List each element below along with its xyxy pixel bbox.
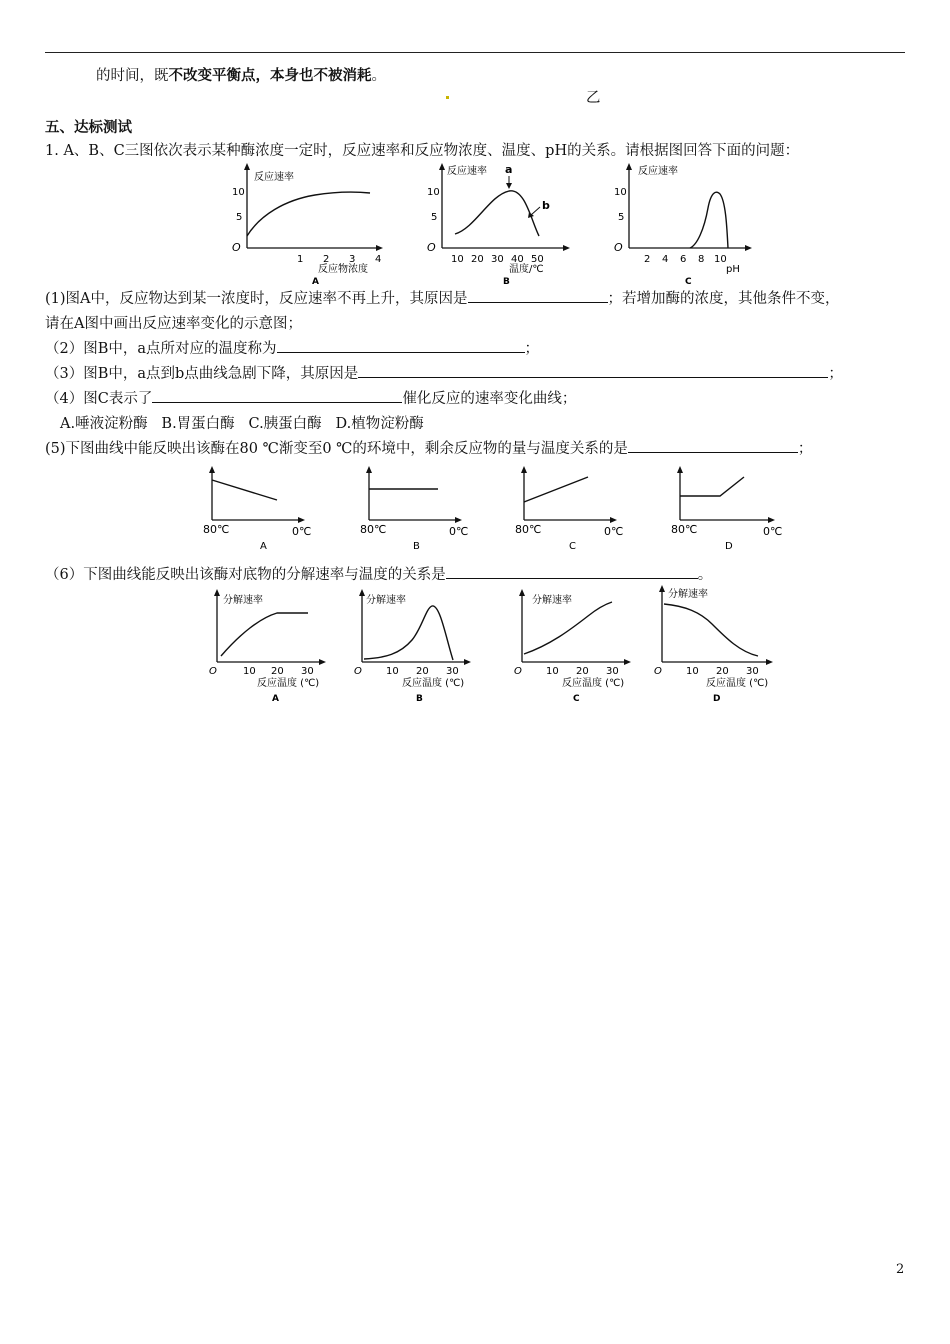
caption: A <box>272 694 279 704</box>
x-arrow <box>563 245 570 251</box>
point-b-label: b <box>542 199 550 212</box>
xtick-20: 20 <box>576 666 589 677</box>
x-label: 反应温度 (℃) <box>257 678 320 689</box>
x-arrow <box>610 517 617 523</box>
x-arrow <box>766 659 773 665</box>
line <box>680 477 744 496</box>
caption: C <box>573 694 580 704</box>
curve <box>690 192 728 248</box>
x-label: 反应物浓度 <box>318 264 368 275</box>
y-arrow <box>366 466 372 473</box>
yi-label: 乙 <box>586 90 601 106</box>
x-arrow <box>768 517 775 523</box>
curve <box>524 602 612 654</box>
xtick-4: 4 <box>662 254 669 265</box>
x-end: 0℃ <box>763 525 783 538</box>
xtick-4: 4 <box>375 254 382 265</box>
curve <box>455 191 539 236</box>
xtick-2: 2 <box>644 254 651 265</box>
sub-question-1: (1)图A中，反应物达到某一浓度时，反应速率不再上升，其原因是 ；若增加酶的浓度，其他条件不变， <box>45 287 840 308</box>
xtick-10: 10 <box>451 254 464 265</box>
point-a-label: a <box>505 163 513 176</box>
sub-question-6: （6）下图曲线能反映出该酶对底物的分解速率与温度的关系是 。 <box>45 563 712 584</box>
sub-question-4: （4）图C表示了 催化反应的速率变化曲线； <box>45 387 576 408</box>
figure-B <box>425 160 585 285</box>
origin: O <box>354 666 362 677</box>
x-arrow <box>298 517 305 523</box>
xtick-30: 30 <box>446 666 459 677</box>
x-arrow <box>455 517 462 523</box>
xtick-6: 6 <box>680 254 687 265</box>
intro-line: 的时间，既不改变平衡点，本身也不被消耗。 <box>96 67 386 84</box>
y-label: 反应速率 <box>638 166 678 177</box>
header-rule <box>45 52 905 53</box>
ytick-10: 10 <box>614 187 627 198</box>
x-label: 反应温度 (℃) <box>562 678 625 689</box>
q5-graph-A <box>200 465 310 553</box>
sub-question-3: （3）图B中，a点到b点曲线急剧下降，其原因是 ； <box>45 362 843 383</box>
ytick-5: 5 <box>236 212 243 223</box>
caption: D <box>713 694 721 704</box>
xtick-3: 3 <box>349 254 356 265</box>
caption: C <box>685 277 692 287</box>
answer-blank-1a[interactable] <box>468 288 608 303</box>
line <box>524 477 588 502</box>
x-end: 0℃ <box>292 525 312 538</box>
xtick-10: 10 <box>546 666 559 677</box>
curve <box>221 613 308 656</box>
q6-graph-B <box>350 588 485 706</box>
q5-graph-C <box>512 465 622 553</box>
xtick-10: 10 <box>686 666 699 677</box>
xtick-50: 50 <box>531 254 544 265</box>
origin: O <box>209 666 217 677</box>
y-label: 反应速率 <box>254 172 294 183</box>
sub-question-5: (5)下图曲线中能反映出该酶在80 ℃渐变至0 ℃的环境中，剩余反应物的量与温度关系的是 ； <box>45 437 812 458</box>
caption: B <box>416 694 423 704</box>
page-number: 2 <box>896 1262 905 1277</box>
y-arrow <box>439 163 445 170</box>
x-start: 80℃ <box>203 523 230 536</box>
caption: B <box>413 541 420 552</box>
answer-blank-6[interactable] <box>446 564 698 579</box>
curve <box>247 192 370 236</box>
question-1: 1. A、B、C三图依次表示某种酶浓度一定时，反应速率和反应物浓度、温度、pH的关系。请根据图回答下面的问题： <box>45 143 800 159</box>
caption: B <box>503 277 510 287</box>
figure-A <box>230 160 390 285</box>
point-b-arrow <box>531 207 540 215</box>
curve <box>664 604 758 656</box>
sub-question-2: （2）图B中，a点所对应的温度称为 ； <box>45 337 539 358</box>
x-end: 0℃ <box>604 525 624 538</box>
origin: O <box>427 241 436 254</box>
x-start: 80℃ <box>360 523 387 536</box>
xtick-10: 10 <box>714 254 727 265</box>
origin: O <box>614 241 623 254</box>
xtick-30: 30 <box>491 254 504 265</box>
section-title: 五、达标测试 <box>45 119 132 136</box>
xtick-10: 10 <box>243 666 256 677</box>
y-arrow <box>359 589 365 596</box>
y-label: 分解速率 <box>366 595 406 606</box>
caption: A <box>312 277 319 287</box>
y-arrow <box>214 589 220 596</box>
x-arrow <box>464 659 471 665</box>
x-label: 温度/℃ <box>509 264 544 275</box>
x-start: 80℃ <box>515 523 542 536</box>
origin: O <box>654 666 662 677</box>
stray-dot <box>446 96 449 99</box>
x-start: 80℃ <box>671 523 698 536</box>
q6-graph-C <box>510 588 645 706</box>
x-end: 0℃ <box>449 525 469 538</box>
y-label: 分解速率 <box>668 589 708 600</box>
ytick-10: 10 <box>427 187 440 198</box>
q5-graph-B <box>357 465 467 553</box>
xtick-20: 20 <box>716 666 729 677</box>
xtick-30: 30 <box>301 666 314 677</box>
options-line: A.唾液淀粉酶 B.胃蛋白酶 C.胰蛋白酶 D.植物淀粉酶 <box>60 416 424 432</box>
q6-graph-A <box>205 588 340 706</box>
line <box>212 480 277 500</box>
q6-graph-D <box>650 584 785 706</box>
xtick-1: 1 <box>297 254 304 265</box>
xtick-2: 2 <box>323 254 330 265</box>
point-a-arrowhead <box>506 183 512 189</box>
xtick-20: 20 <box>416 666 429 677</box>
y-arrow <box>519 589 525 596</box>
caption: D <box>725 541 733 552</box>
y-arrow <box>521 466 527 473</box>
xtick-30: 30 <box>746 666 759 677</box>
answer-blank-2[interactable] <box>277 338 525 353</box>
figure-C <box>612 160 772 285</box>
y-arrow <box>677 466 683 473</box>
y-arrow <box>626 163 632 170</box>
y-label: 分解速率 <box>532 595 572 606</box>
xtick-30: 30 <box>606 666 619 677</box>
y-arrow <box>244 163 250 170</box>
x-arrow <box>319 659 326 665</box>
y-label: 反应速率 <box>447 166 487 177</box>
answer-blank-4[interactable] <box>152 388 402 403</box>
sub-question-1-cont: 请在A图中画出反应速率变化的示意图； <box>45 316 302 332</box>
x-arrow <box>376 245 383 251</box>
y-arrow <box>659 585 665 592</box>
ytick-5: 5 <box>618 212 625 223</box>
ytick-10: 10 <box>232 187 245 198</box>
caption: C <box>569 541 576 552</box>
xtick-10: 10 <box>386 666 399 677</box>
y-arrow <box>209 466 215 473</box>
caption: A <box>260 541 267 552</box>
ytick-5: 5 <box>431 212 438 223</box>
x-label: 反应温度 (℃) <box>402 678 465 689</box>
q5-graph-D <box>668 465 783 553</box>
answer-blank-5[interactable] <box>628 438 798 453</box>
xtick-20: 20 <box>471 254 484 265</box>
x-arrow <box>624 659 631 665</box>
origin: O <box>514 666 522 677</box>
y-label: 分解速率 <box>223 595 263 606</box>
answer-blank-3[interactable] <box>358 363 828 378</box>
xtick-8: 8 <box>698 254 705 265</box>
origin: O <box>232 241 241 254</box>
x-label: pH <box>726 264 740 275</box>
x-label: 反应温度 (℃) <box>706 678 769 689</box>
x-arrow <box>745 245 752 251</box>
curve <box>364 606 453 660</box>
xtick-20: 20 <box>271 666 284 677</box>
xtick-40: 40 <box>511 254 524 265</box>
